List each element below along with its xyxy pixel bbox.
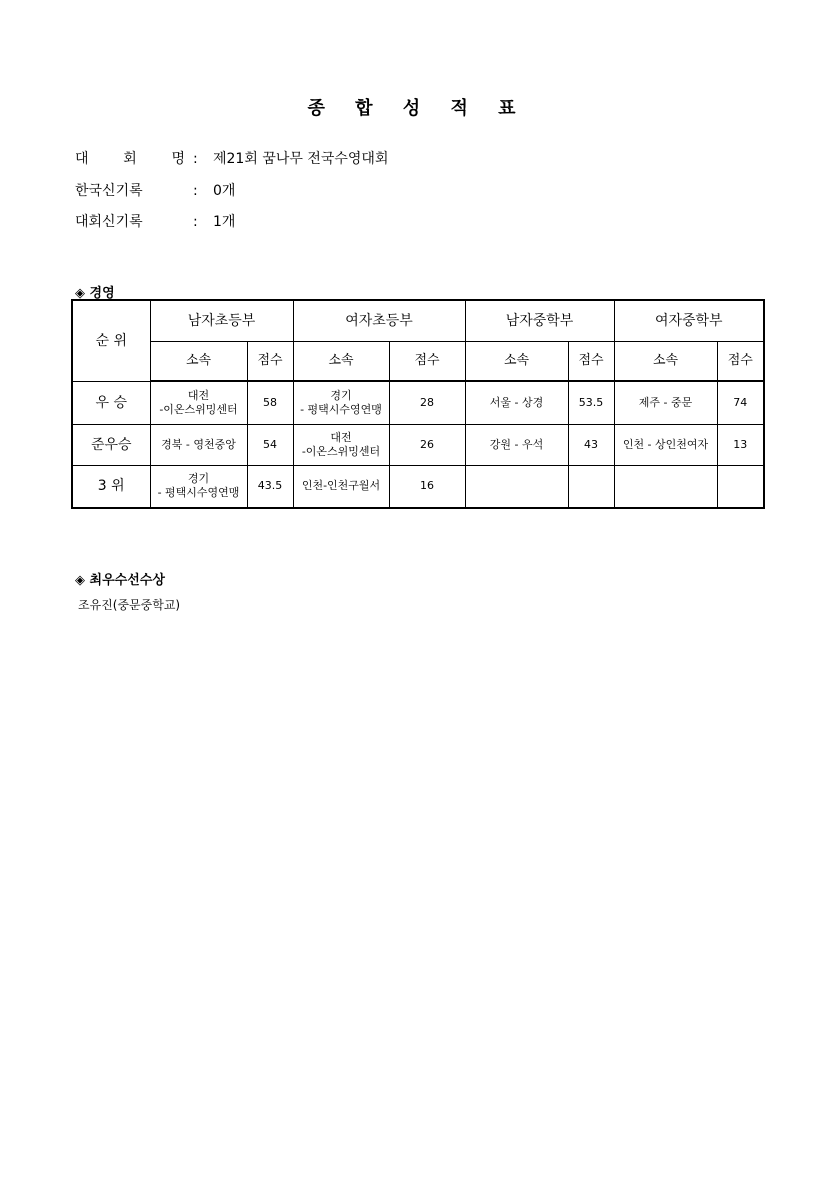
team-cell <box>150 465 247 508</box>
division-header: 여자초등부 <box>293 300 465 341</box>
mvp-name: 조유진(중문중학교) <box>78 598 181 612</box>
rank-cell: 준우승 <box>72 424 150 465</box>
score-cell: 16 <box>389 465 465 508</box>
score-cell: 54 <box>247 424 293 465</box>
table-row <box>72 381 764 424</box>
score-subheader: 점수 <box>389 341 465 381</box>
team-line: 경북 - 영천중앙 <box>161 437 236 451</box>
score-cell: 53.5 <box>568 381 614 424</box>
info-row-meet-record <box>75 211 235 231</box>
info-row-korean-record <box>75 180 235 200</box>
team-cell <box>150 424 247 465</box>
team-cell <box>293 424 389 465</box>
results-table <box>71 299 765 509</box>
team-cell <box>465 424 568 465</box>
info-value: 0개 <box>213 183 236 199</box>
team-cell <box>293 381 389 424</box>
info-label: 대회신기록 <box>75 214 143 230</box>
score-cell: 43.5 <box>247 465 293 508</box>
score-cell: 26 <box>389 424 465 465</box>
score-cell: 58 <box>247 381 293 424</box>
team-cell <box>465 465 568 508</box>
team-line: 제주 - 중문 <box>638 395 693 409</box>
team-line: 경기 <box>187 472 210 486</box>
info-row-competition <box>75 148 388 168</box>
table-row <box>72 465 764 508</box>
score-cell: 43 <box>568 424 614 465</box>
team-subheader: 소속 <box>465 341 568 381</box>
score-cell: 74 <box>717 381 764 424</box>
team-subheader: 소속 <box>293 341 389 381</box>
team-line: 인천 - 상인천여자 <box>622 437 709 451</box>
rank-cell: 3 위 <box>72 465 150 508</box>
team-cell <box>150 381 247 424</box>
team-cell <box>293 465 389 508</box>
team-line: 경기 <box>330 388 352 402</box>
team-subheader: 소속 <box>614 341 717 381</box>
team-line: - 평택시수영연맹 <box>300 402 382 416</box>
division-header: 여자중학부 <box>614 300 764 341</box>
division-header: 남자중학부 <box>465 300 614 341</box>
score-cell: 28 <box>389 381 465 424</box>
info-value: 1개 <box>213 214 236 230</box>
info-colon: : <box>193 214 198 230</box>
team-line: - 평택시수영연맹 <box>157 486 240 500</box>
team-subheader: 소속 <box>150 341 247 381</box>
rank-header: 순 위 <box>72 300 150 381</box>
team-line: 대전 <box>330 430 352 444</box>
mvp-section-heading: ◈ 최우수선수상 <box>75 573 165 588</box>
swimming-section-heading: ◈ 경영 <box>75 286 115 301</box>
team-line: -이온스위밍센터 <box>301 444 381 458</box>
team-line: 대전 <box>187 388 210 402</box>
team-cell <box>614 424 717 465</box>
team-line: -이온스위밍센터 <box>159 402 238 416</box>
score-cell: 13 <box>717 424 764 465</box>
score-subheader: 점수 <box>247 341 293 381</box>
team-line: 강원 - 우석 <box>489 437 544 451</box>
score-subheader: 점수 <box>717 341 764 381</box>
rank-cell: 우 승 <box>72 381 150 424</box>
info-label: 대 회 명 <box>75 151 185 167</box>
page-title: 종 합 성 적 표 <box>307 98 528 119</box>
division-header: 남자초등부 <box>150 300 293 341</box>
score-cell <box>568 465 614 508</box>
info-colon: : <box>193 183 198 199</box>
score-subheader: 점수 <box>568 341 614 381</box>
team-cell <box>465 381 568 424</box>
score-cell <box>717 465 764 508</box>
team-cell <box>614 381 717 424</box>
team-line: 인천-인천구월서 <box>301 479 381 493</box>
team-cell <box>614 465 717 508</box>
team-line: 서울 - 상경 <box>489 395 544 409</box>
info-colon: : <box>193 151 198 167</box>
info-label: 한국신기록 <box>75 183 143 199</box>
info-value: 제21회 꿈나무 전국수영대회 <box>213 151 389 167</box>
table-row <box>72 424 764 465</box>
